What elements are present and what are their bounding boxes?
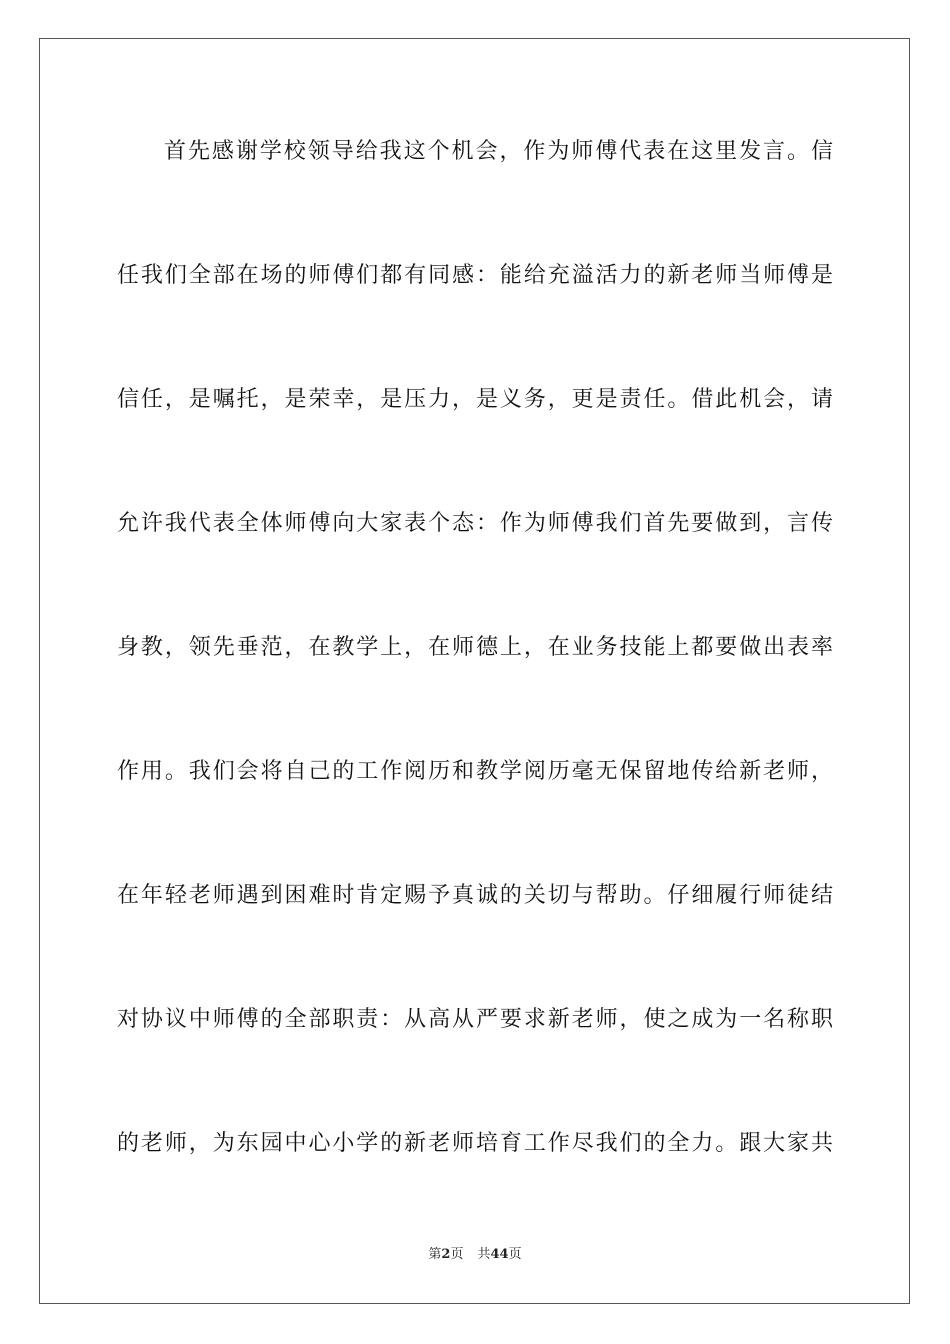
page-number: 2	[441, 1247, 451, 1262]
body-line-1: 首先感谢学校领导给我这个机会，作为师傅代表在这里发言。信	[164, 139, 833, 164]
page-suffix: 页	[450, 1247, 464, 1262]
body-line-6: 作用。我们会将自己的工作阅历和教学阅历毫无保留地传给新老师，	[117, 759, 833, 784]
total-suffix: 页	[508, 1247, 522, 1262]
page-footer	[0, 1246, 950, 1264]
body-line-8: 对协议中师傅的全部职责：从高从严要求新老师，使之成为一名称职	[117, 1007, 833, 1032]
body-line-3: 信任，是嘱托，是荣幸，是压力，是义务，更是责任。借此机会，请	[117, 387, 833, 412]
body-line-2: 任我们全部在场的师傅们都有同感：能给充溢活力的新老师当师傅是	[117, 263, 833, 288]
total-pages: 44	[490, 1247, 509, 1262]
body-line-4: 允许我代表全体师傅向大家表个态：作为师傅我们首先要做到，言传	[117, 511, 833, 536]
page-border	[39, 38, 910, 1304]
body-line-7: 在年轻老师遇到困难时肯定赐予真诚的关切与帮助。仔细履行师徒结	[117, 883, 833, 908]
total-prefix: 共	[477, 1247, 491, 1262]
body-line-5: 身教，领先垂范，在教学上，在师德上，在业务技能上都要做出表率	[117, 635, 833, 660]
page-prefix: 第	[428, 1247, 442, 1262]
body-line-9: 的老师，为东园中心小学的新老师培育工作尽我们的全力。跟大家共	[117, 1131, 833, 1156]
